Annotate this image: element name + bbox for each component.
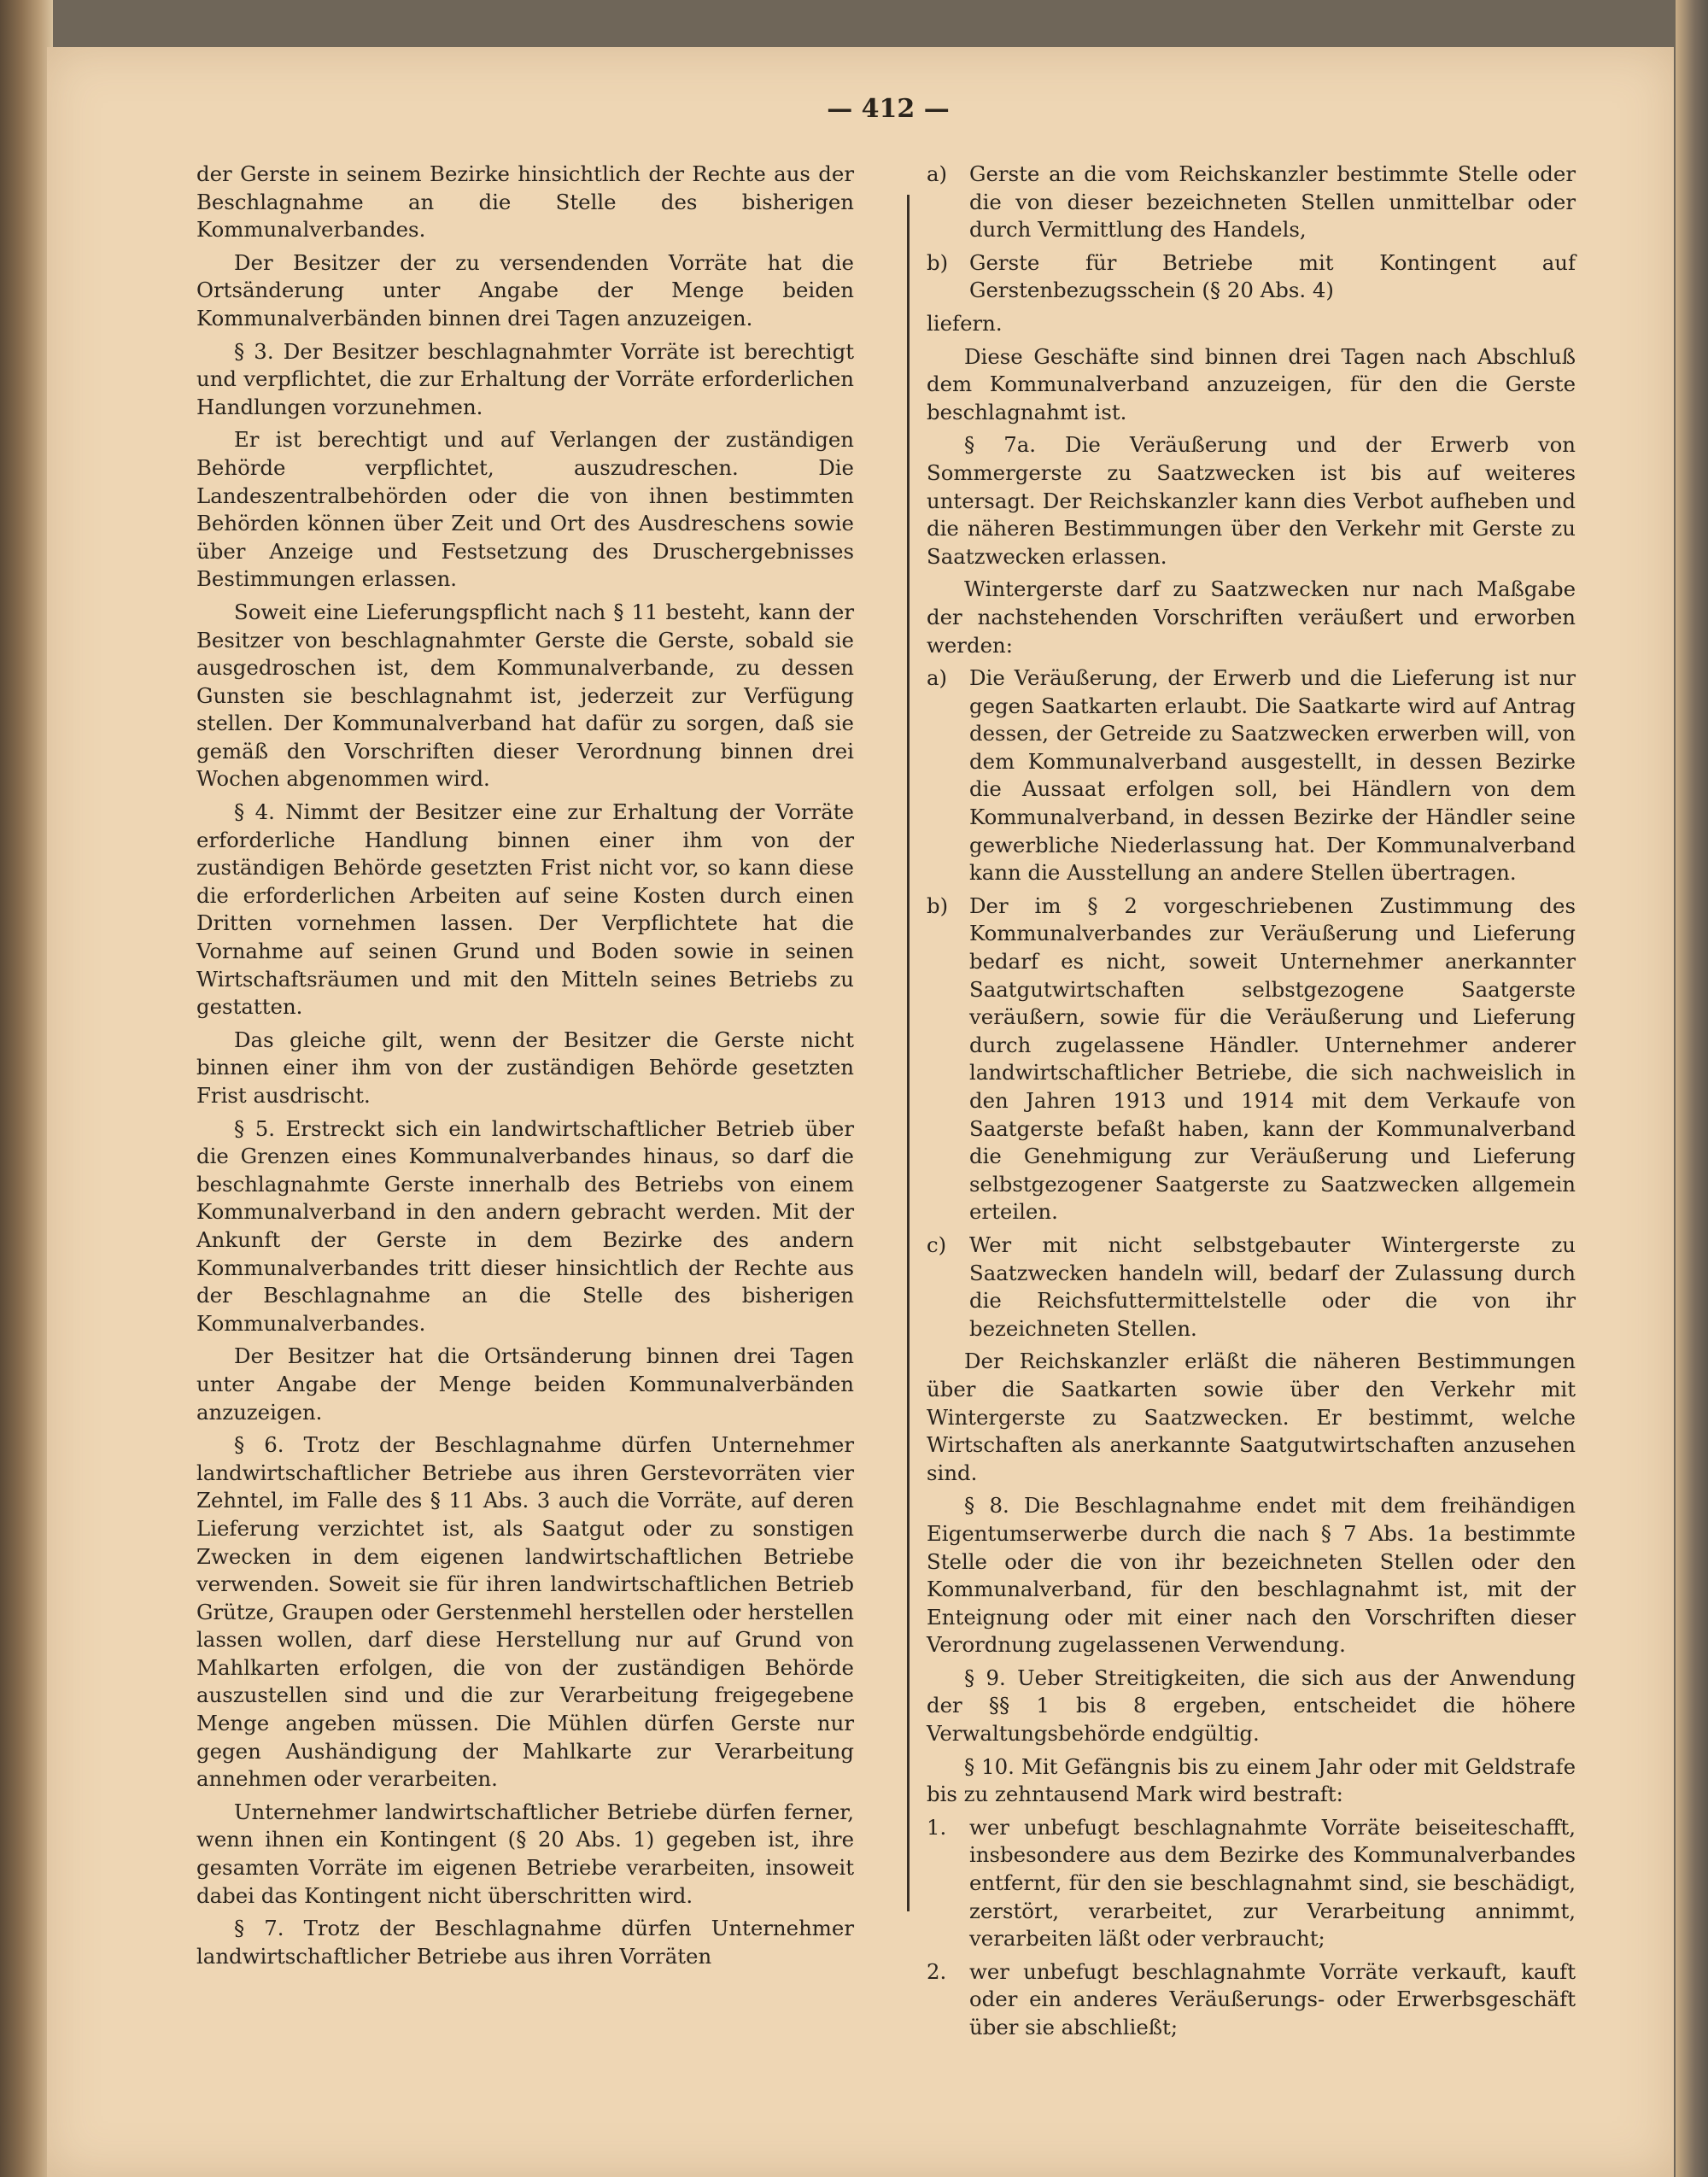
list-marker: a) [927, 161, 948, 186]
paragraph: liefern. [927, 310, 1003, 336]
paragraph-section-7: § 7. Trotz der Beschlagnahme dürfen Unternehmer landwirtschaftlicher Betriebe aus ihren Vorräten [196, 1916, 854, 1969]
paragraph-section-4: § 4. Nimmt der Besitzer eine zur Erhaltung der Vorräte erforderliche Handlung binnen einer ihm von der zuständigen Behörde gesetzten Frist nicht vor, so kann diese die erforderlichen Arbeiten auf seine Kosten durch einen Dritten vornehmen lassen. Der Verpflichtete hat die Vornahme auf seinen Grund und Boden sowie in seinen Wirtschaftsräumen und mit den Mitteln seines Betriebs zu gestatten. [196, 799, 854, 1020]
list-item [927, 1232, 1576, 1343]
list-item [927, 1814, 1576, 1953]
list-item-text: Gerste für Betriebe mit Kontingent auf Gerstenbezugsschein (§ 20 Abs. 4) [969, 249, 1576, 303]
list-item-text: Die Veräußerung, der Erwerb und die Lieferung ist nur gegen Saatkarten erlaubt. Die Saatkarte wird auf Antrag dessen, der Getreide zu Saatzwecken erwerben will, von dem Kommunalverband ausgestellt, in dessen Bezirke die Aussaat erfolgen soll, bei Händlern von dem Kommunalverband, in dessen Bezirke der Händler seine gewerbliche Niederlassung hat. Der Kommunalverband kann die Ausstellung an andere Stellen übertragen. [969, 665, 1576, 886]
list-item-text: Gerste an die vom Reichskanzler bestimmte Stelle oder die von dieser bezeichneten Stellen unmittelbar oder durch Vermittlung des Handels, [969, 161, 1576, 243]
list-item [927, 1958, 1576, 2042]
page-number: — 412 — [827, 94, 950, 124]
list-item-text: wer unbefugt beschlagnahmte Vorräte beiseiteschafft, insbesondere aus dem Bezirke des Kommunalverbandes entfernt, für den sie beschlagnahmt sind, sie beschädigt, zerstört, verarbeitet, zur Verarbeitung annimmt, verarbeiten läßt oder verbraucht; [969, 1814, 1576, 1952]
paragraph-section-7a: § 7a. Die Veräußerung und der Erwerb von Sommergerste zu Saatzwecken ist bis auf weiteres untersagt. Der Reichskanzler kann dies Verbot aufheben und die näheren Bestimmungen über den Verkehr mit Gerste zu Saatzwecken erlassen. [927, 432, 1576, 569]
list-item [927, 161, 1576, 244]
list-item-text: Wer mit nicht selbstgebauter Wintergerste zu Saatzwecken handeln will, bedarf der Zulassung durch die Reichsfuttermittelstelle oder die von ihr bezeichneten Stellen. [969, 1232, 1576, 1341]
list-item-text: Der im § 2 vorgeschriebenen Zustimmung des Kommunalverbandes zur Veräußerung und Lieferung bedarf es nicht, soweit Unternehmer anerkannter Saatgutwirtschaften selbstgezogene Saatgerste veräußern, sowie für die Veräußerung und Lieferung durch zugelassene Händler. Unternehmer anderer landwirtschaftlicher Betriebe, die sich nachweislich in den Jahren 1913 und 1914 mit dem Verkaufe von Saatgerste befaßt haben, kann der Kommunalverband die Genehmigung zur Veräußerung und Lieferung selbstgezogener Saatgerste zu Saatzwecken allgemein erteilen. [969, 892, 1576, 1225]
left-column [196, 161, 854, 1975]
paragraph: der Gerste in seinem Bezirke hinsichtlich der Rechte aus der Beschlagnahme an die Stelle des bisherigen Kommunalverbandes. [196, 161, 854, 243]
list-marker: a) [927, 665, 948, 691]
list-marker: 2. [927, 1958, 947, 1984]
paragraph: Unternehmer landwirtschaftlicher Betriebe dürfen ferner, wenn ihnen ein Kontingent (§ 20 Abs. 1) gegeben ist, ihre gesamten Vorräte im eigenen Betriebe verarbeiten, insoweit dabei das Kontingent nicht überschritten wird. [196, 1799, 854, 1908]
list-item-text: wer unbefugt beschlagnahmte Vorräte verkauft, kauft oder ein anderes Veräußerungs- oder Erwerbsgeschäft über sie abschließt; [969, 1958, 1576, 2039]
list-item [927, 664, 1576, 887]
paragraph: Diese Geschäfte sind binnen drei Tagen nach Abschluß dem Kommunalverband anzuzeigen, für den die Gerste beschlagnahmt ist. [927, 343, 1576, 424]
paragraph-section-6: § 6. Trotz der Beschlagnahme dürfen Unternehmer landwirtschaftlicher Betriebe aus ihren Gerstevorräten vier Zehntel, im Falle des § 11 Abs. 3 auch die Vorräte, auf deren Lieferung verzichtet ist, als Saatgut oder zu sonstigen Zwecken in dem eigenen landwirtschaftlichen Betriebe verwenden. Soweit sie für ihren landwirtschaftlichen Betrieb Grütze, Graupen oder Gerstenmehl herstellen oder herstellen lassen wollen, darf diese Herstellung nur auf Grund von Mahlkarten erfolgen, die von der zuständigen Behörde auszustellen sind und die zur Verarbeitung freigegebene Menge angeben müssen. Die Mühlen dürfen Gerste nur gegen Aushändigung der Mahlkarte zur Verarbeitung annehmen oder verarbeiten. [196, 1432, 854, 1792]
list-item [927, 249, 1576, 305]
paragraph-section-3: § 3. Der Besitzer beschlagnahmter Vorräte ist berechtigt und verpflichtet, die zur Erhaltung der Vorräte erforderlichen Handlungen vorzunehmen. [196, 338, 854, 419]
list-item [927, 892, 1576, 1226]
paragraph-section-9: § 9. Ueber Streitigkeiten, die sich aus der Anwendung der §§ 1 bis 8 ergeben, entscheidet die höhere Verwaltungsbehörde endgültig. [927, 1665, 1576, 1747]
list-marker: b) [927, 892, 949, 918]
paragraph: Der Besitzer hat die Ortsänderung binnen drei Tagen unter Angabe der Menge beiden Kommunalverbänden anzuzeigen. [196, 1343, 854, 1425]
paragraph-section-5: § 5. Erstreckt sich ein landwirtschaftlicher Betrieb über die Grenzen eines Kommunalverbandes hinaus, so darf die beschlagnahmte Gerste innerhalb des Betriebs von einem Kommunalverband in den andern gebracht werden. Mit der Ankunft der Gerste in dem Bezirke des andern Kommunalverbandes tritt dieser hinsichtlich der Rechte aus der Beschlagnahme an die Stelle des bisherigen Kommunalverbandes. [196, 1115, 854, 1336]
paragraph: Der Reichskanzler erläßt die näheren Bestimmungen über die Saatkarten sowie über den Verkehr mit Wintergerste zu Saatzwecken. Er bestimmt, welche Wirtschaften als anerkannte Saatgutwirtschaften anzusehen sind. [927, 1349, 1576, 1485]
list-marker: b) [927, 249, 949, 275]
paragraph: Der Besitzer der zu versendenden Vorräte hat die Ortsänderung unter Angabe der Menge beiden Kommunalverbänden binnen drei Tagen anzuzeigen. [196, 249, 854, 331]
paragraph-section-10: § 10. Mit Gefängnis bis zu einem Jahr oder mit Geldstrafe bis zu zehntausend Mark wird bestraft: [927, 1753, 1576, 1807]
column-divider [907, 195, 910, 1911]
paragraph: Soweit eine Lieferungspflicht nach § 11 besteht, kann der Besitzer von beschlagnahmter Gerste die Gerste, sobald sie ausgedroschen ist, dem Kommunalverbande, zu dessen Gunsten sie beschlagnahmt ist, jederzeit zur Verfügung stellen. Der Kommunalverband hat dafür zu sorgen, daß sie gemäß den Vorschriften dieser Verordnung binnen drei Wochen abgenommen wird. [196, 599, 854, 792]
book-page-edges [1676, 0, 1708, 2177]
book-binding [0, 0, 53, 2177]
paragraph: Das gleiche gilt, wenn der Besitzer die Gerste nicht binnen einer ihm von der zuständigen Behörde gesetzten Frist ausdrischt. [196, 1027, 854, 1108]
list-marker: c) [927, 1232, 947, 1257]
paragraph: Er ist berechtigt und auf Verlangen der zuständigen Behörde verpflichtet, auszudreschen. Die Landeszentralbehörden oder die von ihnen bestimmten Behörden können über Zeit und Ort des Ausdreschens sowie über Anzeige und Festsetzung des Druschergebnisses Bestimmungen erlassen. [196, 427, 854, 592]
paragraph-section-8: § 8. Die Beschlagnahme endet mit dem freihändigen Eigentumserwerbe durch die nach § 7 Abs. 1a bestimmte Stelle oder die von ihr bezeichneten Stellen oder den Kommunalverband, für den beschlagnahmt ist, mit der Enteignung oder mit einer nach den Vorschriften dieser Verordnung zugelassenen Verwendung. [927, 1493, 1576, 1658]
list-marker: 1. [927, 1814, 947, 1840]
paragraph: Wintergerste darf zu Saatzwecken nur nach Maßgabe der nachstehenden Vorschriften veräußert und erworben werden: [927, 576, 1576, 658]
right-column [927, 161, 1576, 2047]
